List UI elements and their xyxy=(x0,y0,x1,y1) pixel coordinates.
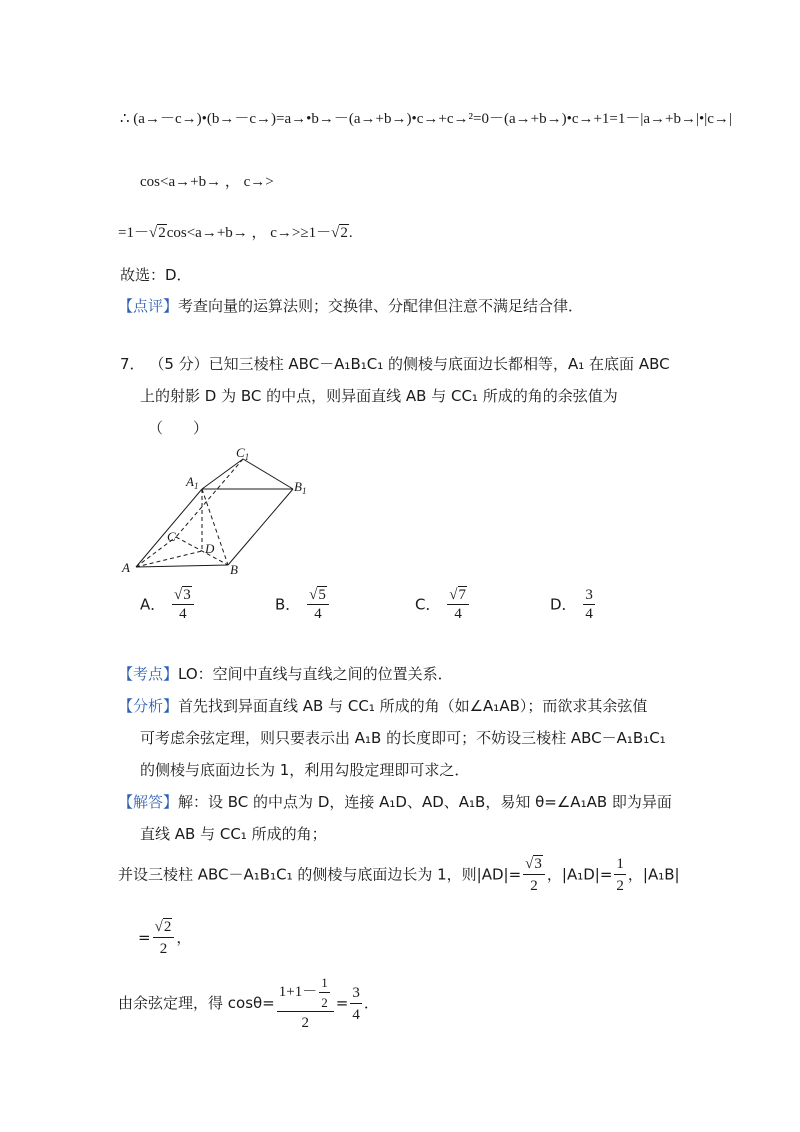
comment-text: 考查向量的运算法则；交换律、分配律但注意不满足结合律． xyxy=(178,297,584,315)
line3-part-a: =1－ xyxy=(118,225,149,241)
segment-ad xyxy=(136,551,202,567)
ad-num: 3 xyxy=(534,856,542,872)
jieda-text-3c: ，|A₁B| xyxy=(627,865,680,884)
line3-part-b: cos<a→+b→ ， c→>≥1－ xyxy=(166,225,332,241)
cos-num-a: 1+1－ xyxy=(278,984,318,1001)
a1b-prefix: = xyxy=(138,928,151,947)
option-c-den: 4 xyxy=(454,606,462,622)
edge-c1b1 xyxy=(243,459,293,489)
cos-res-den: 4 xyxy=(352,1006,360,1023)
vector-equation-line-1 xyxy=(120,112,732,127)
option-a-letter: A． xyxy=(140,595,166,614)
fenxi-line-2: 可考虑余弦定理，则只要表示出 A₁B 的长度即可；不妨设三棱柱 ABC－A₁B₁C₁ xyxy=(140,729,666,747)
label-b: B xyxy=(230,562,238,577)
line3-end: . xyxy=(348,225,353,241)
edge-ab xyxy=(136,565,228,567)
option-a-fraction: $\frac{√3}{4}$ xyxy=(172,588,194,622)
option-c-fraction: $\frac{√7}{4}$ xyxy=(447,588,469,622)
question-7-line-1 xyxy=(120,357,670,372)
label-a1: $A_1$ xyxy=(186,474,199,491)
kaodian-text: LO：空间中直线与直线之间的位置关系． xyxy=(178,665,453,683)
jieda-tag: 【解答】 xyxy=(118,793,179,811)
fenxi-text-1: 首先找到异面直线 AB 与 CC₁ 所成的角（如∠A₁AB）；而欲求其余弦值 xyxy=(178,697,648,715)
cos-inner-num: 1 xyxy=(319,975,330,993)
edge-cc1 xyxy=(176,459,243,537)
label-c1: $C_1$ xyxy=(236,445,250,462)
edge-a1c1 xyxy=(202,459,243,489)
cos-inner-fraction xyxy=(319,975,330,1010)
jieda-text-3b: ，|A₁D|= xyxy=(546,865,613,884)
fenxi-line-1 xyxy=(118,699,647,714)
vector-equation-line-2: cos<a→+b→ ， c→> xyxy=(140,174,274,190)
cos-den: 2 xyxy=(301,1015,309,1032)
a1b-num: 2 xyxy=(163,919,172,935)
option-d-fraction xyxy=(583,588,595,622)
option-a[interactable] xyxy=(140,588,196,622)
comment-tag: 【点评】 xyxy=(118,297,179,315)
answer-choice: 故选：D． xyxy=(120,266,192,284)
option-d[interactable] xyxy=(550,588,597,622)
jieda-text-1: 解：设 BC 的中点为 D，连接 A₁D、AD、A₁B，易知 θ=∠A₁AB 即为异面 xyxy=(178,793,672,811)
ad-fraction: $\frac{√3}{2}$ xyxy=(523,855,545,895)
fenxi-tag: 【分析】 xyxy=(118,697,179,715)
therefore-symbol: ∴ xyxy=(120,111,130,127)
option-b-fraction: $\frac{√5}{4}$ xyxy=(307,588,329,622)
question-text-1: 已知三棱柱 ABC－A₁B₁C₁ 的侧棱与底面边长都相等，A₁ 在底面 ABC xyxy=(208,355,670,373)
edge-aa1 xyxy=(136,489,202,567)
cos-eq: = xyxy=(335,994,349,1013)
jieda-text-3a: 并设三棱柱 ABC－A₁B₁C₁ 的侧棱与底面边长为 1，则|AD|= xyxy=(118,865,522,884)
vector-expression: (a→－c→)•(b→－c→)=a→•b→－(a→+b→)•c→+c→²=0－(a→+b→)•c→+1=1－|a→+b→|•|c→| xyxy=(133,111,732,127)
edge-bb1 xyxy=(228,489,293,565)
label-d: D xyxy=(205,541,215,556)
cos-result-fraction xyxy=(350,984,362,1024)
cos-res-num: 3 xyxy=(350,984,362,1004)
cos-inner-den: 2 xyxy=(321,994,328,1010)
sqrt-2-b: 2 xyxy=(340,225,348,241)
question-7-line-2: 上的射影 D 为 BC 的中点，则异面直线 AB 与 CC₁ 所成的角的余弦值为 xyxy=(140,387,618,405)
option-a-den: 4 xyxy=(179,606,187,622)
option-c[interactable] xyxy=(415,588,471,622)
jieda-line-2: 直线 AB 与 CC₁ 所成的角； xyxy=(140,825,327,843)
kaodian-section xyxy=(118,667,453,682)
option-a-num: 3 xyxy=(183,587,191,603)
vector-equation-line-3: =1－√2cos<a→+b→ ， c→>≥1－√2. xyxy=(118,225,353,241)
label-a: A xyxy=(122,560,130,575)
cosine-prefix: 由余弦定理，得 cosθ= xyxy=(118,994,275,1013)
question-score: （5 分） xyxy=(149,355,209,373)
question-number: 7． xyxy=(120,355,145,373)
option-d-num: 3 xyxy=(585,587,593,603)
option-c-letter: C． xyxy=(415,595,441,614)
option-b-den: 4 xyxy=(314,606,322,622)
option-d-den: 4 xyxy=(585,606,593,622)
option-b[interactable] xyxy=(275,588,331,622)
fenxi-line-3: 的侧棱与底面边长为 1，利用勾股定理即可求之． xyxy=(140,761,470,779)
jieda-line-1 xyxy=(118,795,672,810)
option-d-letter: D． xyxy=(550,595,577,614)
a1b-value xyxy=(138,918,191,958)
question-7-line-3: （ ） xyxy=(148,419,209,437)
option-c-num: 7 xyxy=(458,587,466,603)
comment-section xyxy=(118,299,583,314)
cos-end: ． xyxy=(363,994,379,1013)
sqrt-2-a: 2 xyxy=(158,225,166,241)
a1b-suffix: ， xyxy=(176,928,192,947)
jieda-line-3 xyxy=(118,855,680,895)
option-b-num: 5 xyxy=(318,587,326,603)
ad-den: 2 xyxy=(530,878,538,894)
a1d-den: 2 xyxy=(616,878,624,894)
a1b-den: 2 xyxy=(159,941,168,957)
label-c: C xyxy=(167,529,176,544)
a1b-fraction: $\frac{√2}{2}$ xyxy=(153,918,175,958)
prism-figure xyxy=(118,445,318,580)
cosine-line xyxy=(118,975,379,1032)
label-b1: $B_1$ xyxy=(294,479,307,496)
kaodian-tag: 【考点】 xyxy=(118,665,179,683)
a1d-fraction xyxy=(614,855,626,895)
cosine-big-fraction xyxy=(277,975,334,1032)
option-b-letter: B． xyxy=(275,595,301,614)
a1d-num: 1 xyxy=(614,855,626,875)
